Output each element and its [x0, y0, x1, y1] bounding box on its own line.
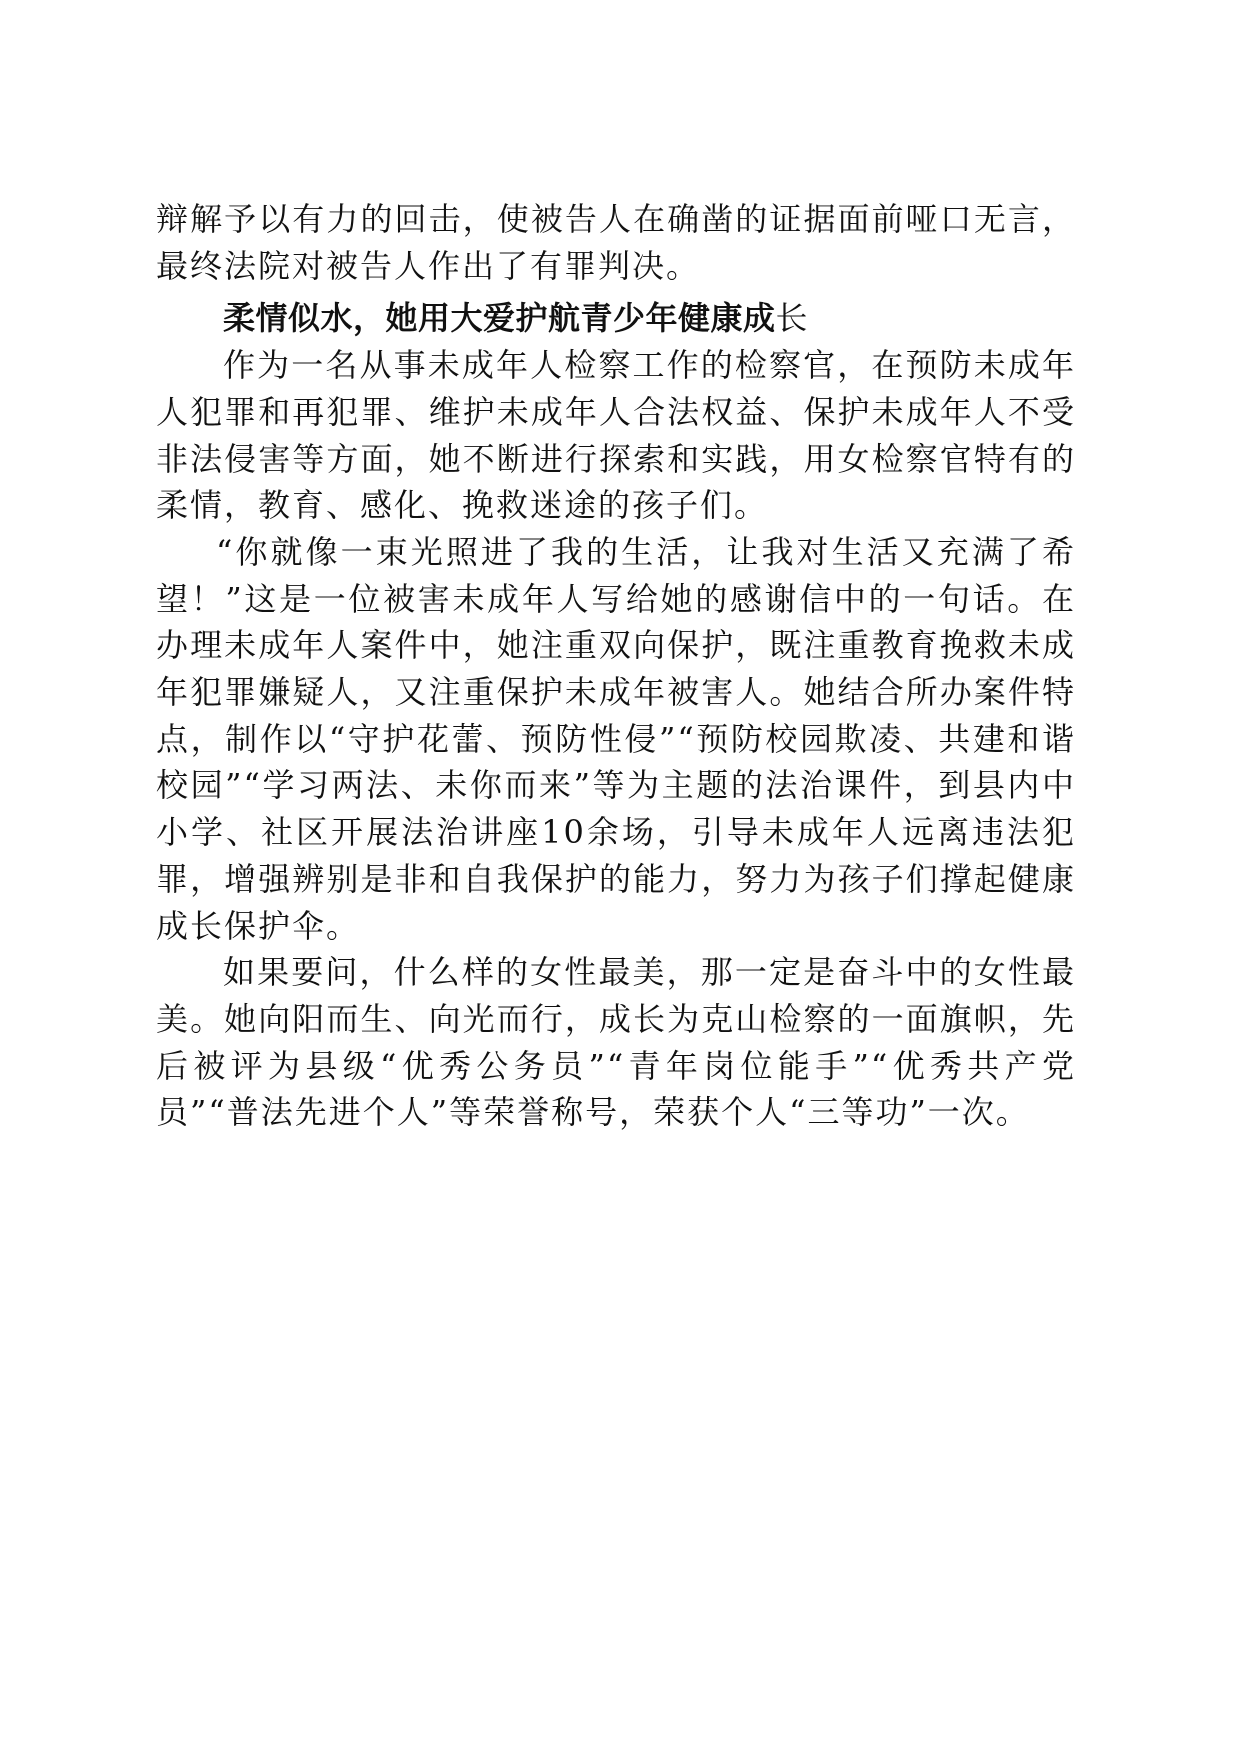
document-page [156, 196, 1076, 1136]
paragraph-intro: 作为一名从事未成年人检察工作的检察官，在预防未成年人犯罪和再犯罪、维护未成年人合法权益、保护未成年人不受非法侵害等方面，她不断进行探索和实践，用女检察官特有的柔情，教育、感化、挽救迷途的孩子们。 [156, 346, 1076, 525]
section-heading-tail: 长 [775, 299, 809, 338]
paragraph-quote: “你就像一束光照进了我的生活，让我对生活又充满了希望！”这是一位被害未成年人写给她的感谢信中的一句话。在办理未成年人案件中，她注重双向保护，既注重教育挽救未成年犯罪嫌疑人，又注重保护未成年被害人。她结合所办案件特点，制作以“守护花蕾、预防性侵”“预防校园欺凌、共建和谐校园”“学习两法、未你而来”等为主题的法治课件，到县内中小学、社区开展法治讲座10余场，引导未成年人远离违法犯罪，增强辨别是非和自我保护的能力，努力为孩子们撑起健康成长保护伞。 [156, 532, 1076, 945]
paragraph-continuation: 辩解予以有力的回击，使被告人在确凿的证据面前哑口无言，最终法院对被告人作出了有罪判决。 [156, 200, 1076, 285]
section-heading [156, 295, 1076, 342]
section-heading-main: 柔情似水，她用大爱护航青少年健康成 [223, 299, 776, 338]
paragraph-conclusion: 如果要问，什么样的女性最美，那一定是奋斗中的女性最美。她向阳而生、向光而行，成长为克山检察的一面旗帜，先后被评为县级“优秀公务员”“青年岗位能手”“优秀共产党员”“普法先进个人”等荣誉称号，荣获个人“三等功”一次。 [156, 953, 1076, 1132]
